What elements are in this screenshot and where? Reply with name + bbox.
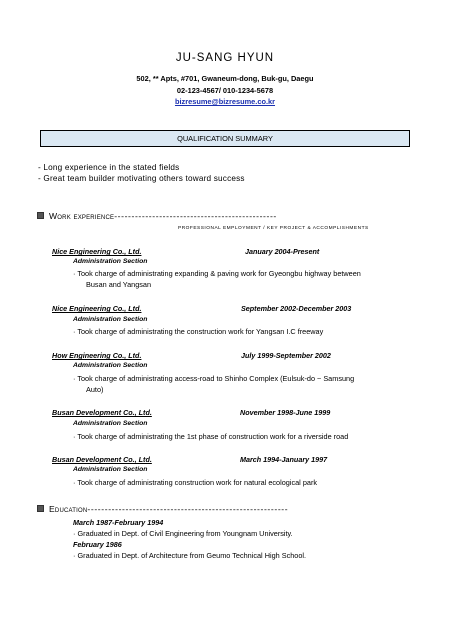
job-description-line: · Took charge of administrating the construction work for Yangsan I.C freeway xyxy=(73,327,324,336)
education-title: Education xyxy=(49,504,88,514)
employment-period: March 1994-January 1997 xyxy=(240,455,328,464)
job-description-line: · Took charge of administrating access-road to Shinho Complex (Eulsuk-do ~ Samsung xyxy=(73,374,355,383)
job-role: Administration Section xyxy=(73,420,148,427)
job-description xyxy=(73,477,413,488)
qualification-item: - Great team builder motivating others toward success xyxy=(38,174,245,183)
job-description xyxy=(73,431,413,442)
section-rule: ---------------------------------------------------------- xyxy=(87,504,289,514)
job-description-line: Auto) xyxy=(86,385,104,394)
job-description xyxy=(73,326,413,337)
job-description xyxy=(73,373,413,395)
job-description xyxy=(73,268,413,290)
work-experience-heading xyxy=(37,211,277,221)
qualification-item: - Long experience in the stated fields xyxy=(38,163,180,172)
section-square-icon xyxy=(37,212,44,219)
job-description-line: Busan and Yangsan xyxy=(86,280,152,289)
job-description-line: · Took charge of administrating expanding & paving work for Gyeongbu highway between xyxy=(73,269,361,278)
job-description-line: · Took charge of administrating construction work for natural ecological park xyxy=(73,478,318,487)
job-role: Administration Section xyxy=(73,316,148,323)
education-detail: · Graduated in Dept. of Architecture from Geumo Technical High School. xyxy=(73,551,307,560)
section-square-icon xyxy=(37,505,44,512)
education-period: March 1987-February 1994 xyxy=(73,518,164,527)
company-name: How Engineering Co., Ltd. xyxy=(52,351,142,360)
education-heading xyxy=(37,504,288,514)
company-name: Nice Engineering Co., Ltd. xyxy=(52,247,142,256)
company-name: Busan Development Co., Ltd. xyxy=(52,408,152,417)
company-name: Nice Engineering Co., Ltd. xyxy=(52,304,142,313)
applicant-phone: 02-123-4567/ 010-1234-5678 xyxy=(176,86,274,95)
employment-period: September 2002-December 2003 xyxy=(241,304,352,313)
section-rule: ----------------------------------------------- xyxy=(114,211,277,221)
job-role: Administration Section xyxy=(73,466,148,473)
employment-period: November 1998-June 1999 xyxy=(240,408,331,417)
qualification-summary-heading: QUALIFICATION SUMMARY xyxy=(40,130,410,147)
job-role: Administration Section xyxy=(73,258,148,265)
employment-period: July 1999-September 2002 xyxy=(241,351,331,360)
work-experience-subtitle: PROFESSIONAL EMPLOYMENT / KEY PROJECT & ACCOMPLISHMENTS xyxy=(178,226,369,231)
employment-period: January 2004-Present xyxy=(245,247,320,256)
work-experience-title: Work experience xyxy=(49,211,115,221)
applicant-address: 502, ** Apts, #701, Gwaneum-dong, Buk-gu, Daegu xyxy=(136,74,314,83)
job-role: Administration Section xyxy=(73,362,148,369)
applicant-email-link[interactable]: bizresume@bizresume.co.kr xyxy=(174,97,276,106)
education-detail: · Graduated in Dept. of Civil Engineering from Youngnam University. xyxy=(73,529,293,538)
company-name: Busan Development Co., Ltd. xyxy=(52,455,152,464)
job-description-line: · Took charge of administrating the 1st phase of construction work for a riverside road xyxy=(73,432,349,441)
education-period: February 1986 xyxy=(73,540,122,549)
applicant-name: JU-SANG HYUN xyxy=(175,52,275,64)
